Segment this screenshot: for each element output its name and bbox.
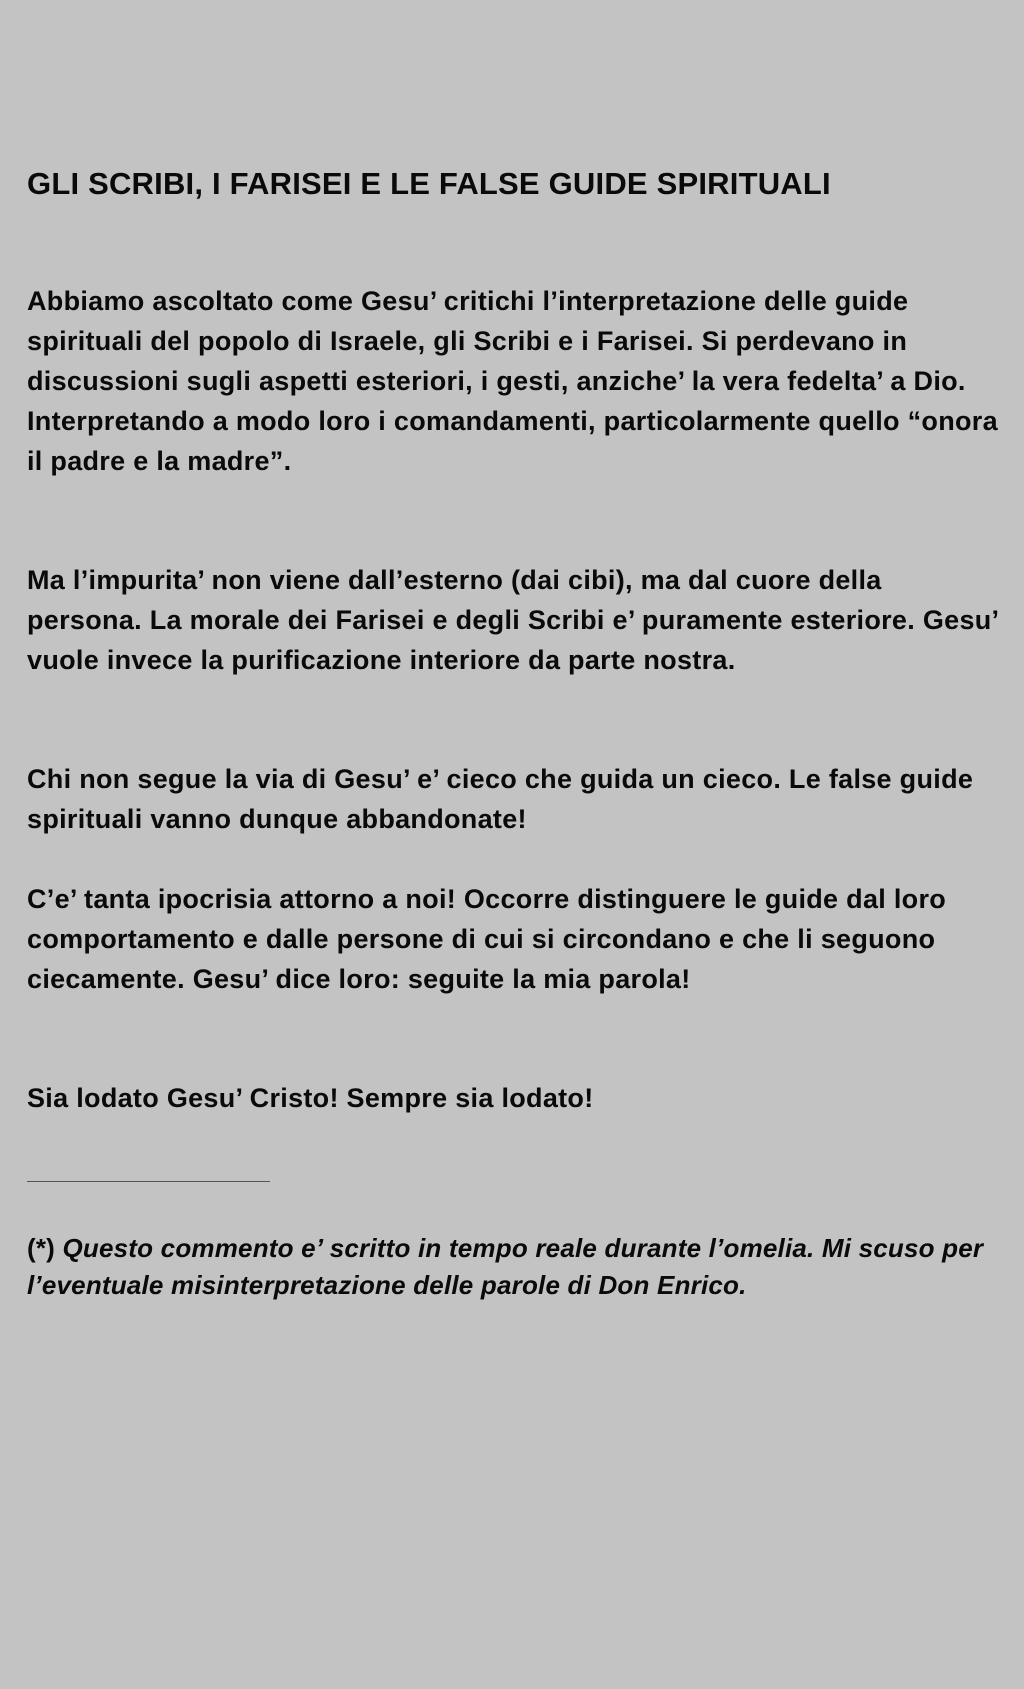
article-title: GLI SCRIBI, I FARISEI E LE FALSE GUIDE SPIRITUALI	[27, 166, 831, 201]
footnote	[27, 1230, 999, 1304]
paragraph-5: Sia lodato Gesu’ Cristo! Sempre sia lodato!	[27, 1083, 594, 1113]
footnote-text: Questo commento e’ scritto in tempo reale durante l’omelia. Mi scuso per l’eventuale misinterpretazione delle parole di Don Enrico.	[27, 1233, 984, 1300]
paragraph-4: C’e’ tanta ipocrisia attorno a noi! Occorre distinguere le guide dal loro comportamento e dalle persone di cui si circondano e che li seguono ciecamente. Gesu’ dice loro: seguite la mia parola!	[27, 884, 947, 994]
footnote-marker: (*)	[27, 1233, 56, 1263]
paragraph-2: Ma l’impurita’ non viene dall’esterno (dai cibi), ma dal cuore della persona. La morale dei Farisei e degli Scribi e’ puramente esteriore. Gesu’ vuole invece la purificazione interiore da parte nostra.	[27, 565, 998, 675]
footnote-divider	[27, 1181, 270, 1182]
paragraph-3: Chi non segue la via di Gesu’ e’ cieco che guida un cieco. Le false guide spirituali vanno dunque abbandonate!	[27, 764, 974, 834]
paragraph-1: Abbiamo ascoltato come Gesu’ critichi l’interpretazione delle guide spirituali del popolo di Israele, gli Scribi e i Farisei. Si perdevano in discussioni sugli aspetti esteriori, i gesti, anziche’ la vera fedelta’ a Dio. Interpretando a modo loro i comandamenti, particolarmente quello “onora il padre e la madre”.	[27, 286, 998, 476]
